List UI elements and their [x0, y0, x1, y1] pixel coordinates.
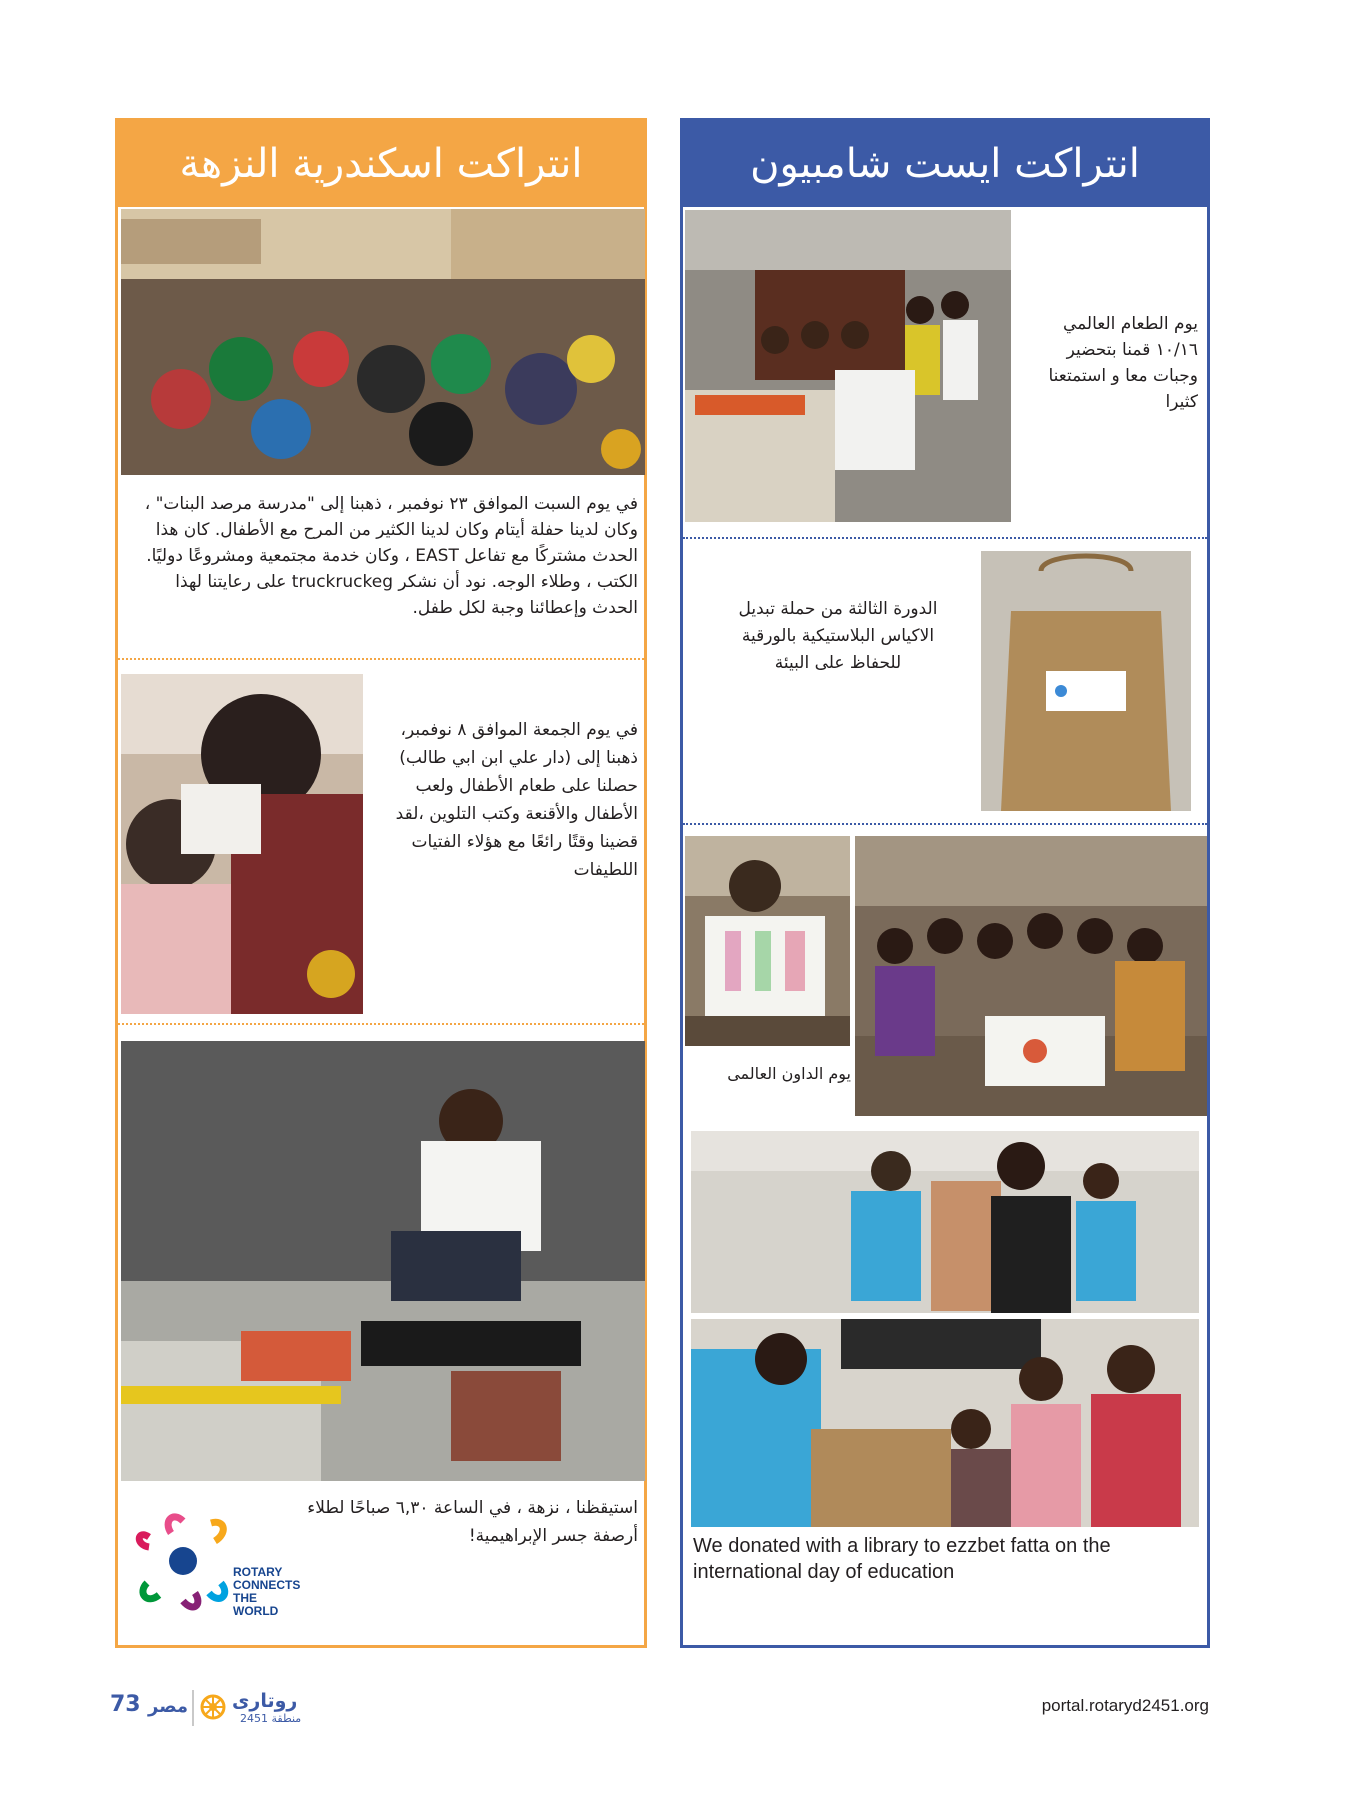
divider — [118, 1023, 644, 1025]
library-donation-photo-1 — [691, 1131, 1199, 1313]
children-drawing-photo — [121, 674, 363, 1014]
rotary-connects-logo — [133, 1501, 301, 1621]
left-column — [115, 118, 647, 1648]
divider — [683, 537, 1207, 539]
down-syndrome-day-caption: يوم الداون العالمى — [727, 1064, 851, 1083]
down-syndrome-group-photo — [855, 836, 1207, 1116]
rotary-connects-text: ROTARY CONNECTS THE WORLD — [233, 1565, 301, 1618]
divider — [118, 658, 644, 660]
page-number: 73 — [110, 1692, 141, 1717]
library-donation-photo-2 — [691, 1319, 1199, 1527]
orphan-party-photo — [121, 209, 645, 475]
page-footer — [0, 1690, 1359, 1730]
world-food-day-photo — [685, 210, 1011, 522]
paper-bag-photo — [981, 551, 1191, 811]
website-link[interactable]: portal.rotaryd2451.org — [1041, 1696, 1209, 1715]
rotary-wheel-icon — [200, 1694, 226, 1720]
divider — [683, 823, 1207, 825]
orphan-party-text: في يوم السبت الموافق ٢٣ نوفمبر ، ذهبنا إلى "مدرسة مرصد البنات" ، وكان لدينا حفلة أيتام وكان لدينا الكثير من المرح مع الأطفال. كان هذا الحدث مشتركًا مع تفاعل EAST ، وكان خدمة مجتمعية ومشروعًا دوليًا. الكتب ، وطلاء الوجه. نود أن نشكر truckruckeg على رعايتنا لهذا الحدث وإعطائنا وجبة لكل طفل. — [144, 494, 638, 618]
library-donation-caption: We donated with a library to ezzbet fatta on the international day of education — [693, 1535, 1111, 1583]
bag-campaign-caption: الدورة الثالثة من حملة تبديل الاكياس البلاستيكية بالورقية للحفاظ على البيئة — [738, 599, 938, 673]
district-label: منطقة 2451 — [240, 1712, 302, 1725]
country-label: مصر — [148, 1696, 189, 1717]
down-syndrome-boy-photo — [685, 836, 850, 1046]
world-food-day-caption: يوم الطعام العالمي ١٠/١٦ قمنا بتحضير وجبات معا و استمتعنا كثيرا — [1048, 314, 1198, 412]
footer-separator — [192, 1690, 194, 1726]
left-column-title: انتراكت اسكندرية النزهة — [118, 121, 644, 207]
right-column-title: انتراكت ايست شامبيون — [683, 121, 1207, 207]
right-column — [680, 118, 1210, 1648]
sidewalk-painting-photo — [121, 1041, 645, 1481]
sidewalk-text: استيقظنا ، نزهة ، في الساعة ٦,٣٠ صباحًا لطلاء أرصفة جسر الإبراهيمية! — [307, 1498, 638, 1546]
children-home-text: في يوم الجمعة الموافق ٨ نوفمبر، ذهبنا إلى (دار علي ابن ابي طالب) حصلنا على طعام الأطفال ولعب الأطفال والأقنعة وكتب التلوين ،لقد قضينا وقتًا رائعًا مع هؤلاء الفتيات اللطيفات — [395, 720, 638, 880]
rotary-brand-label: روتارى — [232, 1690, 298, 1712]
